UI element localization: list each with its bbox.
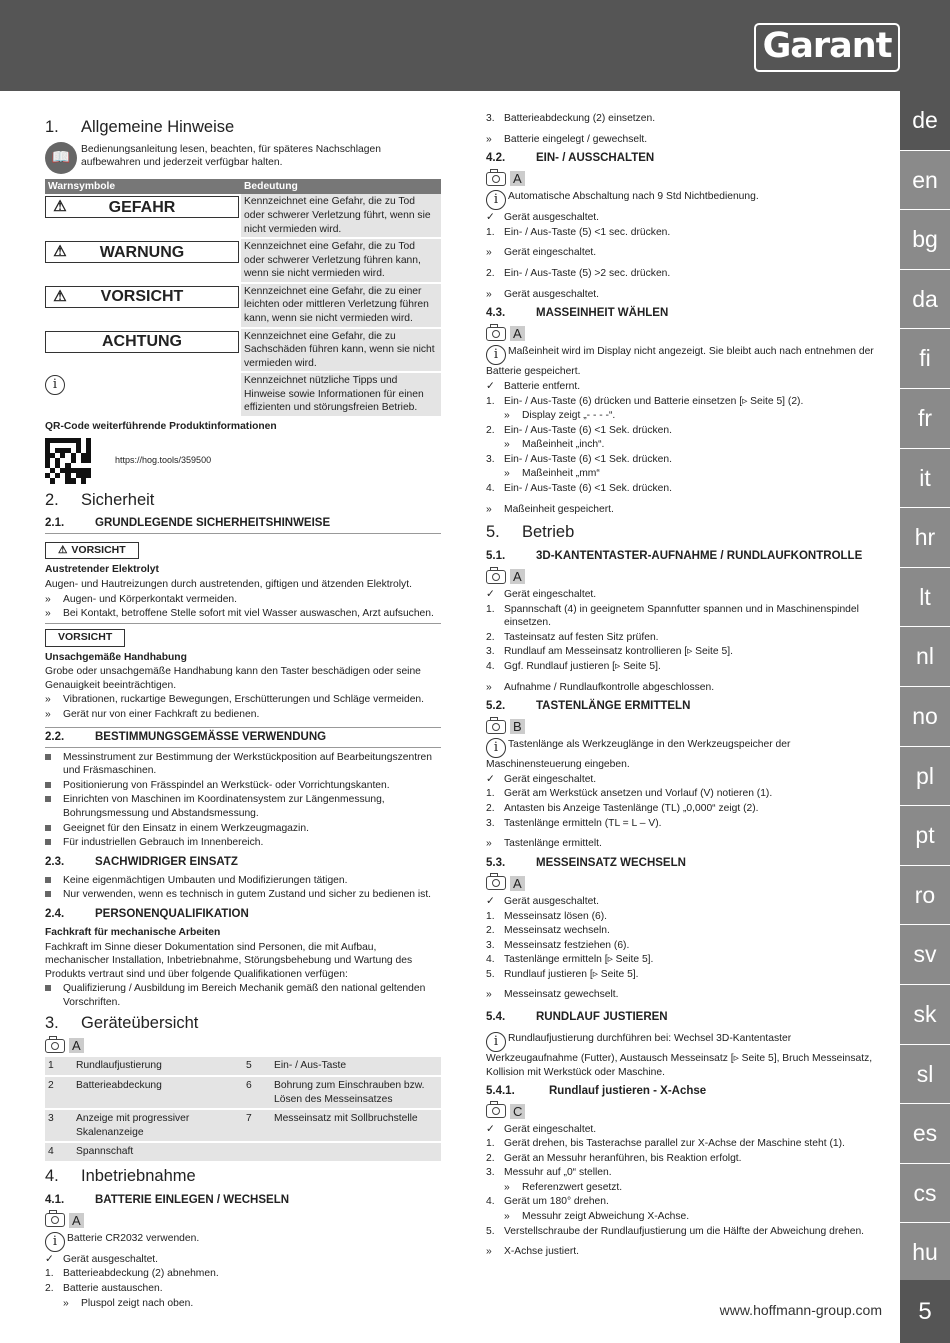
section-4-heading: 4. Inbetriebnahme (45, 1166, 196, 1185)
lang-tab-sk[interactable]: sk (900, 985, 950, 1045)
figure-label: B (510, 719, 525, 734)
read-manual-icon: 📖 (45, 142, 77, 174)
camera-icon (486, 327, 506, 341)
table-row: ⚠ VORSICHT Kennzeichnet eine Gefahr, die zu einer leichten oder mittleren Verletzung führen kann, wenn sie nicht vermieden wird. (45, 283, 441, 328)
info-icon: i (45, 375, 65, 395)
table-row: 1 Rundlaufjustierung 5 Ein- / Aus-Taste (45, 1057, 441, 1076)
warning-triangle-icon: ⚠ (53, 198, 67, 216)
lang-tab-en[interactable]: en (900, 151, 950, 211)
table-row: ACHTUNG Kennzeichnet eine Gefahr, die zu Sachschäden führen kann, wenn sie nicht vermieden wird. (45, 328, 441, 373)
section-5-4-1-heading: 5.4.1. Rundlauf justieren - X-Achse (486, 1085, 707, 1098)
section-2-heading: 2. Sicherheit (45, 490, 155, 509)
info-icon: i (45, 1232, 65, 1252)
warning-symbols-table (45, 179, 441, 418)
table-row: 4 Spannschaft (45, 1142, 441, 1162)
lang-tab-hu[interactable]: hu (900, 1223, 950, 1283)
caution-box: ⚠ VORSICHT (45, 542, 139, 560)
right-column: 3. Batterieabdeckung (2) einsetzen. » Batterie eingelegt / gewechselt. 4.2. EIN- / AUSSCHALTEN A i Automatische Abschaltung nach 9 Std Nichtbedienung. ✓ Gerät ausgeschaltet. 1. Ein- / Aus-Taste (5) <1 sec. drücken. » Gerät eingeschaltet. 2. Ein- / Aus-Taste (5) >2 sec. drücken. » Gerät ausgeschaltet. 4.3. MASSEINHEIT WÄHLEN A i Maßeinheit wird im Display nicht angezeigt. Sie bleibt auch nach entnehmen der Batterie gespeichert. ✓ Batterie entfernt. 1. Ein- / Aus-Taste (6) drücken und Batterie einsetzen [▹ Seite 5] (2). » Display zeigt „- - - -“. 2. Ein- / Aus-Taste (6) <1 Sek. drücken. » Maßeinheit „inch“. 3. Ein- / Aus-Taste (6) <1 Sek. drücken. » Maßeinheit „mm“ 4. Ein- / Aus-Taste (6) <1 Sek. drücken. » Maßeinheit gespeichert. 5. Betrieb 5.1. 3D-KANTENTASTER-AUFNAHME / RUNDLAUFKONTROLLE A ✓ Gerät eingeschaltet. 1. Spannschaft (4) in geeignetem Spannfutter spannen und in Maschinenspindel einsetzen. 2. Tasteinsatz auf festen Sitz prüfen. 3. Rundlauf am Messeinsatz kontrollieren [▹ Seite 5]. 4. Ggf. Rundlauf justieren [▹ Seite 5]. » Aufnahme / Rundlaufkontrolle abgeschlossen. 5.2. TASTENLÄNGE ERMITTELN B i Tastenlänge als Werkzeuglänge in den Werkzeugspeicher der Maschinensteuerung eingeben. ✓ Gerät eingeschaltet. 1. Gerät am Werkstück ansetzen und Vorlauf (V) notieren (1). 2. Antasten bis Anzeige Tastenlänge (TL) „0,000“ zeigt (2). 3. Tastenlänge ermitteln (TL = L – V). » Tastenlänge ermittelt. 5.3. MESSEINSATZ WECHSELN A ✓ Gerät ausgeschaltet. 1. Messeinsatz lösen (6). 2. Messeinsatz wechseln. 3. Messeinsatz festziehen (6). 4. Tastenlänge ermitteln [▹ Seite 5]. 5. Rundlauf justieren [▹ Seite 5]. » Messeinsatz gewechselt. 5.4. RUNDLAUF JUSTIEREN i Rundlaufjustierung durchführen bei: Wechsel 3D-Kantentaster Werkzeugaufnahme (Futter), Austausch Messeinsatz [▹ Seite 5], Bruch Messeinsatz, Kollision mit Werkstück oder Maschine. 5.4.1. Rundlauf justieren - X-Achse C ✓ Gerät eingeschaltet. 1. Gerät drehen, bis Tasterachse parallel zur X-Achse der Maschine steht (1). 2. Gerät an Messuhr heranführen, bis Reaktion erfolgt. 3. Messuhr auf „0“ stellen. » Referenzwert gesetzt. 4. Gerät um 180° drehen. » Messuhr zeigt Abweichung X-Achse. 5. Verstellschraube der Rundlaufjustierung um die Hälfte der Abweichung drehen. » X-Achse justiert. (486, 111, 882, 1260)
lang-tab-pl[interactable]: pl (900, 747, 950, 807)
warning-triangle-icon: ⚠ (58, 543, 68, 556)
device-overview-table (45, 1057, 441, 1162)
table-row: ⚠ WARNUNG Kennzeichnet eine Gefahr, die zu Tod oder schwerer Verletzung führen kann, wenn sie nicht vermieden wird. (45, 238, 441, 283)
section-3-heading: 3. Geräteübersicht (45, 1013, 199, 1032)
table-row: ⚠ GEFAHR Kennzeichnet eine Gefahr, die zu Tod oder schwerer Verletzung führt, wenn sie nicht vermieden wird. (45, 194, 441, 238)
page-number: 5 (900, 1280, 950, 1343)
camera-icon (486, 720, 506, 734)
section-2-2-heading: 2.2. BESTIMMUNGSGEMÄSSE VERWENDUNG (45, 727, 441, 747)
lang-tab-hr[interactable]: hr (900, 508, 950, 568)
camera-icon (486, 876, 506, 890)
qr-url[interactable]: https://hog.tools/359500 (115, 454, 212, 465)
section-2-3-heading: 2.3. SACHWIDRIGER EINSATZ (45, 855, 238, 868)
figure-label: A (510, 326, 525, 341)
figure-label: C (510, 1104, 525, 1119)
lang-tab-nl[interactable]: nl (900, 627, 950, 687)
qr-module (86, 478, 91, 483)
lang-tab-fr[interactable]: fr (900, 389, 950, 449)
caution-box: VORSICHT (45, 629, 125, 647)
figure-label: A (69, 1038, 84, 1053)
camera-icon (45, 1213, 65, 1227)
left-column: 1. Allgemeine Hinweise 📖 Bedienungsanleitung lesen, beachten, für späteres Nachschlagen aufbewahren und jederzeit verfügbar halten. Warnsymbole Bedeutung ⚠ GEFAHR Kennzeichnet eine Gefahr, die zu Tod oder schwerer Verletzung führt, wenn sie nicht vermieden wird. ⚠ WARNUNG Kennzeichnet eine Gefahr, die zu Tod oder schwerer Verletzung führen kann, wenn sie nicht vermieden wird. ⚠ VORSICHT Kennzeichnet eine Gefahr, die zu einer leichten oder mittleren Verletzung führen kann, wenn sie nicht vermieden wird. ACHTUNG Kennzeichnet eine Gefahr, die zu Sachschäden führen kann, wenn sie nicht vermieden wird. i Kennzeichnet nützliche Tipps und Hinweise sowie Informationen für einen effizienten und störungsfreien Betrieb. QR-Code weiterführende Produktinformationen https://hog.tools/359500 2. Sicherheit 2.1. GRUNDLEGENDE SICHERHEITSHINWEISE ⚠ VORSICHT Austretender Elektrolyt Augen- und Hautreizungen durch austretenden, giftigen und ätzenden Elektrolyt. » Augen- und Körperkontakt vermeiden. » Bei Kontakt, betroffene Stelle sofort mit viel Wasser auswaschen, Arzt aufsuchen. VORSICHT Unsachgemäße Handhabung Grobe oder unsachgemäße Handhabung kann den Taster beschädigen oder seine Genauigkeit beeinträchtigen. » Vibrationen, ruckartige Bewegungen, Erschütterungen und Schläge vermeiden. » Gerät nur von einer Fachkraft zu bedienen. 2.2. BESTIMMUNGSGEMÄSSE VERWENDUNG Messinstrument zur Bestimmung der Werkstückposition auf Bearbeitungszentren und Fräsmaschinen. Positionierung von Frässpindel an Werkstück- oder Vorrichtungskanten. Einrichten von Maschinen im Koordinatensystem zur Längenmessung, Bohrungsmessung und Abstandsmessung. Geeignet für den Einsatz in einem Werkzeugmagazin. Für industriellen Gebrauch im Innenbereich. 2.3. SACHWIDRIGER EINSATZ Keine eigenmächtigen Umbauten und Modifizierungen tätigen. Nur verwenden, wenn es technisch in gutem Zustand und sicher zu bedienen ist. 2.4. PERSONENQUALIFIKATION Fachkraft für mechanische Arbeiten Fachkraft im Sinne dieser Dokumentation sind Personen, die mit Aufbau, mechanischer Installation, Inbetriebnahme, Störungsbehebung und Wartung des Produkts vertraut sind und über folgende Qualifikationen verfügen: Qualifizierung / Ausbildung im Bereich Mechanik gemäß den national geltenden Vorschriften. 3. Geräteübersicht A 1 Rundlaufjustierung 5 Ein- / Aus-Taste 2 Batterieabdeckung 6 Bohrung zum Einschrauben bzw. Lösen des Messeinsatzes 3 Anzeige mit progressiver Skalenanzeige 7 Messeinsatz mit Sollbruchstelle 4 Spannschaft 4. Inbetriebnahme 4.1. BATTERIE EINLEGEN / WECHSELN A i Batterie CR2032 verwenden. ✓ Gerät ausgeschaltet. 1. Batterieabdeckung (2) abnehmen. 2. Batterie austauschen. » Pluspol zeigt nach oben. (45, 114, 441, 1311)
warning-triangle-icon: ⚠ (53, 287, 67, 305)
info-icon: i (486, 190, 506, 210)
lang-tab-pt[interactable]: pt (900, 806, 950, 866)
table-row: 3 Anzeige mit progressiver Skalenanzeige 7 Messeinsatz mit Sollbruchstelle (45, 1109, 441, 1142)
section-2-1-heading: 2.1. GRUNDLEGENDE SICHERHEITSHINWEISE (45, 516, 441, 533)
section-4-3-heading: 4.3. MASSEINHEIT WÄHLEN (486, 307, 669, 320)
footer-url[interactable]: www.hoffmann-group.com (719, 1302, 882, 1318)
figure-label: A (510, 569, 525, 584)
section-4-1-heading: 4.1. BATTERIE EINLEGEN / WECHSELN (45, 1193, 290, 1206)
table-header: Warnsymbole (45, 179, 241, 195)
language-tabs (900, 91, 950, 1283)
section-4-2-heading: 4.2. EIN- / AUSSCHALTEN (486, 152, 655, 165)
lang-tab-sl[interactable]: sl (900, 1045, 950, 1105)
table-header: Bedeutung (241, 179, 441, 195)
camera-icon (486, 1104, 506, 1118)
section-5-3-heading: 5.3. MESSEINSATZ WECHSELN (486, 856, 686, 869)
section-5-4-heading: 5.4. RUNDLAUF JUSTIEREN (486, 1011, 668, 1024)
section-5-heading: 5. Betrieb (486, 523, 575, 542)
qr-code[interactable] (45, 438, 91, 484)
lang-tab-lt[interactable]: lt (900, 568, 950, 628)
camera-icon (45, 1039, 65, 1053)
figure-label: A (510, 876, 525, 891)
qr-title: QR-Code weiterführende Produktinformationen (45, 421, 277, 433)
lang-tab-de[interactable]: de (900, 91, 950, 151)
warning-triangle-icon: ⚠ (53, 243, 67, 261)
lang-tab-cs[interactable]: cs (900, 1164, 950, 1224)
lang-tab-no[interactable]: no (900, 687, 950, 747)
figure-label: A (69, 1213, 84, 1228)
header-bar (0, 0, 950, 91)
lang-tab-bg[interactable]: bg (900, 210, 950, 270)
section-5-2-heading: 5.2. TASTENLÄNGE ERMITTELN (486, 700, 691, 713)
section-2-4-heading: 2.4. PERSONENQUALIFIKATION (45, 908, 249, 920)
camera-icon (486, 570, 506, 584)
camera-icon (486, 172, 506, 186)
table-row: i Kennzeichnet nützliche Tipps und Hinweise sowie Informationen für einen effizienten und störungsfreien Betrieb. (45, 372, 441, 417)
lang-tab-fi[interactable]: fi (900, 329, 950, 389)
lang-tab-sv[interactable]: sv (900, 925, 950, 985)
table-row: 2 Batterieabdeckung 6 Bohrung zum Einschrauben bzw. Lösen des Messeinsatzes (45, 1076, 441, 1109)
info-icon: i (486, 1032, 506, 1052)
lang-tab-es[interactable]: es (900, 1104, 950, 1164)
intro-note: 📖 Bedienungsanleitung lesen, beachten, für späteres Nachschlagen aufbewahren und jederzeit verfügbar halten. (45, 142, 441, 174)
figure-label: A (510, 171, 525, 186)
lang-tab-da[interactable]: da (900, 270, 950, 330)
section-1-heading: 1. Allgemeine Hinweise (45, 118, 235, 136)
info-icon: i (486, 738, 506, 758)
section-5-1-heading: 5.1. 3D-KANTENTASTER-AUFNAHME / RUNDLAUFKONTROLLE (486, 549, 863, 562)
info-icon: i (486, 345, 506, 365)
brand-logo: Garant (754, 23, 900, 72)
lang-tab-ro[interactable]: ro (900, 866, 950, 926)
lang-tab-it[interactable]: it (900, 449, 950, 509)
